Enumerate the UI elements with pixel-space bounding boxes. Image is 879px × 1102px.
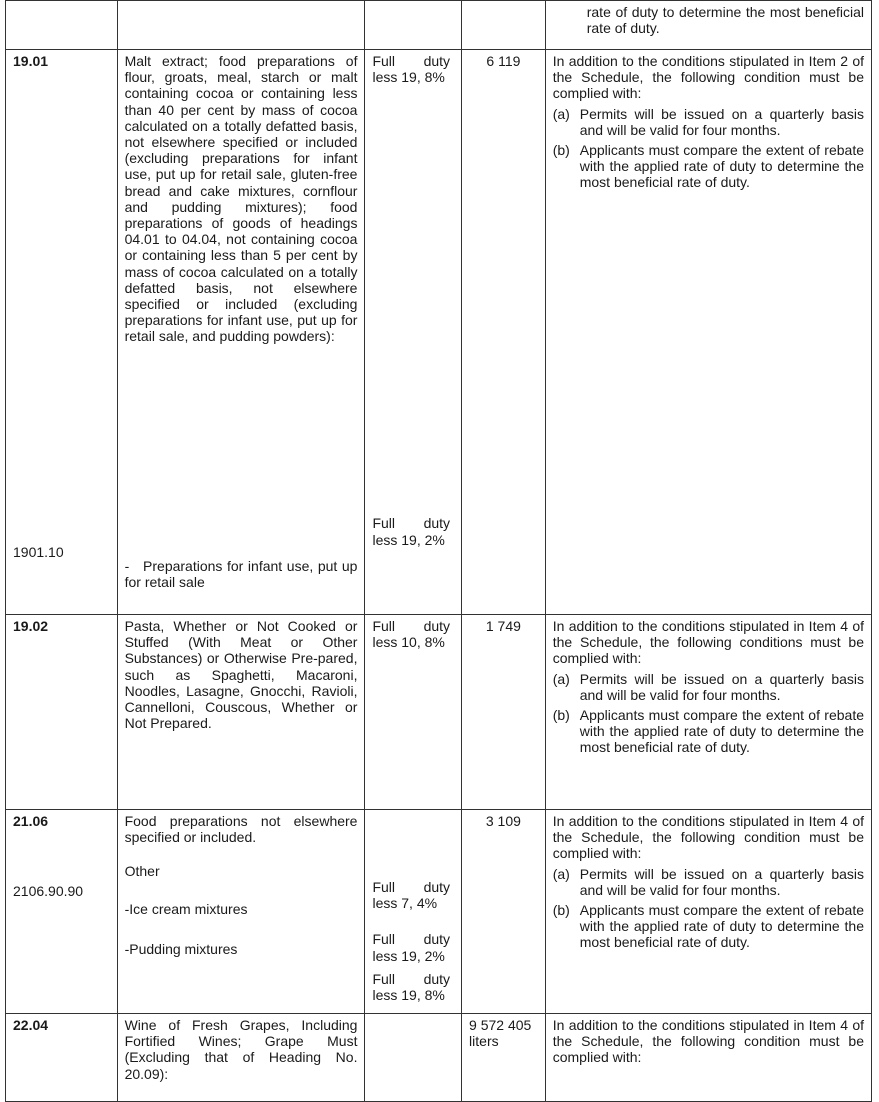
sub-description: - Preparations for infant use, put up for retail sale (124, 558, 358, 591)
tariff-cell (6, 810, 118, 1014)
quantity-cell (462, 615, 546, 810)
description-cell (117, 615, 365, 810)
rebate-cell (365, 50, 462, 615)
tariff-subheading: 2106.90.90 (13, 883, 84, 900)
rebate-cell (365, 1014, 462, 1102)
rebate-text: Full duty less 19, 2% (372, 931, 451, 964)
remarks-continuation: rate of duty to determine the most beneficial rate of duty. (586, 4, 864, 37)
tariff-cell (6, 1, 118, 50)
table-row (6, 810, 872, 1014)
tariff-cell (6, 615, 118, 810)
table-row (6, 615, 872, 810)
rebate-text: Full duty less 10, 8% (372, 618, 451, 651)
remarks-intro: In addition to the conditions stipulated in Item 4 of the Schedule, the following condition must be complied with: (552, 1017, 864, 1066)
remarks-intro: In addition to the conditions stipulated in Item 4 of the Schedule, the following conditions must be complied with: (552, 618, 864, 667)
tariff-heading: 22.04 (13, 1017, 49, 1033)
condition-b: (b) Applicants must compare the extent of rebate with the applied rate of duty to determine the most beneficial rate of duty. (552, 902, 864, 951)
rebate-text: Full duty less 19, 8% (372, 53, 451, 86)
tariff-subheading: 1901.10 (13, 544, 64, 561)
rebate-cell (365, 1, 462, 50)
quantity-cell (462, 1014, 546, 1102)
description-text: Wine of Fresh Grapes, Including Fortified Wines; Grape Must (Excluding that of Heading No. 20.09): (124, 1017, 358, 1082)
condition-a: (a) Permits will be issued on a quarterly basis and will be valid for four months. (552, 670, 864, 703)
tariff-heading: 19.02 (13, 618, 49, 634)
description-text: Food preparations not elsewhere specified or included. (124, 813, 358, 846)
condition-a: (a) Permits will be issued on a quarterly basis and will be valid for four months. (552, 865, 864, 898)
condition-b: (b) Applicants must compare the extent of rebate with the applied rate of duty to determine the most beneficial rate of duty. (552, 707, 864, 756)
remarks-cell (545, 1014, 871, 1102)
description-cell (117, 810, 365, 1014)
table-row (6, 50, 872, 615)
description-text: Malt extract; food preparations of flour, groats, meal, starch or malt containing cocoa or containing less than 40 per cent by mass of cocoa calculated on a totally defatted basis, not elsewhere specified or included (excluding preparations for infant use, put up for retail sale, gluten-free bread and cake mixtures, cornflour and pudding mixtures); food preparations of goods of headings 04.01 to 04.04, not containing cocoa or containing less than 5 per cent by mass of cocoa calculated on a totally defatted basis, not elsewhere specified or included (excluding preparations for infant use, put up for retail sale, and pudding powders): (124, 53, 358, 345)
pudding-mixtures: -Pudding mixtures (124, 940, 238, 957)
tariff-heading: 21.06 (13, 813, 49, 829)
remarks-cell (545, 1, 871, 50)
quantity-cell (462, 1, 546, 50)
rebate-sub-text: Full duty less 19, 2% (372, 515, 451, 548)
description-cell (117, 1014, 365, 1102)
rebate-text: Full duty less 7, 4% (372, 879, 451, 912)
condition-a: (a) Permits will be issued on a quarterly basis and will be valid for four months. (552, 105, 864, 138)
rebate-cell (365, 615, 462, 810)
rebate-cell (365, 810, 462, 1014)
description-cell (117, 1, 365, 50)
description-cell (117, 50, 365, 615)
remarks-cell (545, 615, 871, 810)
rebate-text: Full duty less 19, 8% (372, 970, 451, 1004)
remarks-intro: In addition to the conditions stipulated in Item 4 of the Schedule, the following condition must be complied with: (552, 813, 864, 862)
quantity-cell (462, 810, 546, 1014)
quantity-cell (462, 50, 546, 615)
quantity-value: 6 119 (486, 53, 521, 69)
quantity-value: 3 109 (485, 813, 521, 829)
quantity-value: 1 749 (485, 618, 521, 634)
other-label: Other (124, 863, 160, 880)
tariff-heading: 19.01 (13, 53, 49, 69)
remarks-cell (545, 810, 871, 1014)
tariff-cell (6, 1014, 118, 1102)
table-row (6, 1014, 872, 1102)
rebate-schedule-table (5, 0, 872, 1102)
condition-b: (b) Applicants must compare the extent of rebate with the applied rate of duty to determine the most beneficial rate of duty. (552, 142, 864, 191)
tariff-cell (6, 50, 118, 615)
description-text: Pasta, Whether or Not Cooked or Stuffed (With Meat or Other Substances) or Otherwise Pre-pared, such as Spaghetti, Macaroni, Noodles, Lasagne, Gnocchi, Ravioli, Cannelloni, Couscous, Whether or Not Prepared. (124, 618, 358, 732)
quantity-value: 9 572 405 liters (469, 1017, 532, 1050)
remarks-intro: In addition to the conditions stipulated in Item 2 of the Schedule, the following condition must be complied with: (552, 53, 864, 102)
remarks-cell (545, 50, 871, 615)
ice-cream-mixtures: -Ice cream mixtures (124, 900, 248, 917)
table-row (6, 1, 872, 50)
